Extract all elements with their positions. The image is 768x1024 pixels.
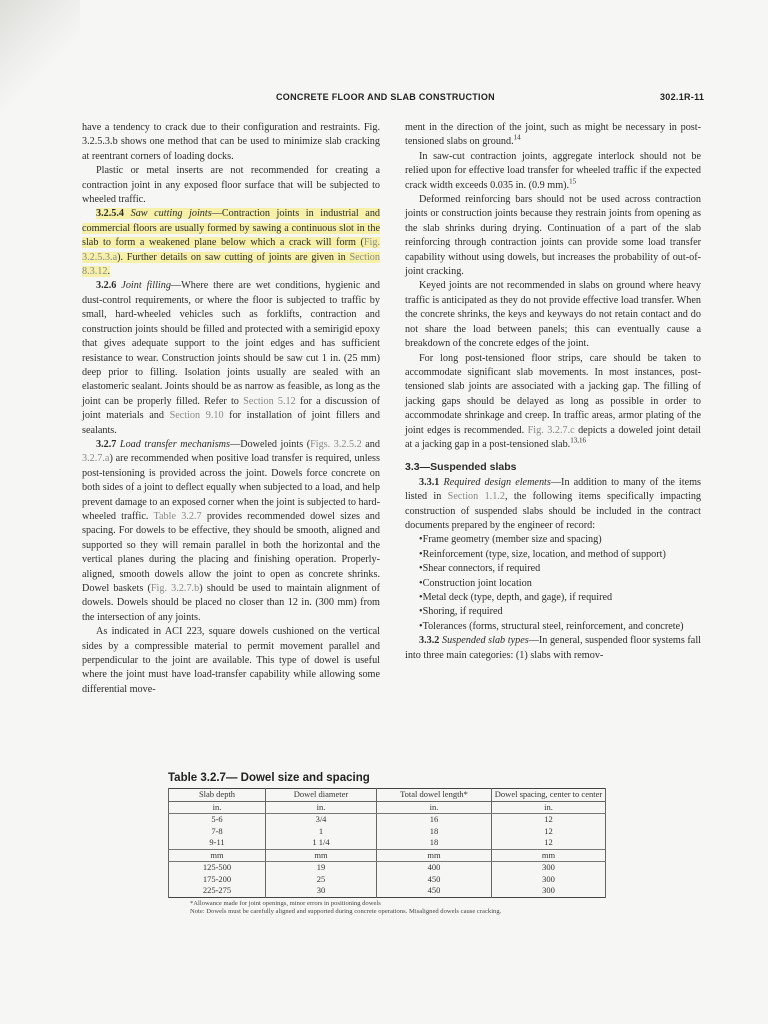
paragraph — [405, 476, 701, 534]
dowel-size-table — [168, 788, 606, 898]
table-notes — [190, 900, 618, 916]
section-number: 3.2.7 — [96, 438, 117, 450]
table-cell: 125-500 — [169, 862, 266, 874]
table-cell: in. — [492, 801, 606, 814]
table-cell: 1 — [266, 826, 377, 838]
table-note: Note: Dowels must be carefully aligned and supported during concrete operations. Misaligned dowels cause cracking. — [190, 907, 502, 915]
list-item: •Reinforcement (type, size, location, and method of support) — [419, 548, 666, 560]
table-cell: 3/4 — [266, 814, 377, 826]
list-item: •Tolerances (forms, structural steel, reinforcement, and concrete) — [419, 620, 684, 632]
table-cell: 450 — [377, 874, 492, 886]
section-number: 3.2.5.4 — [96, 208, 125, 220]
text-run: —In general, suspended floor systems fall into three main categories: (1) slabs with remov- — [405, 635, 701, 661]
table-cell: mm — [266, 849, 377, 862]
table-link[interactable]: Table 3.2.7 — [153, 510, 202, 522]
text-run: For long post-tensioned floor strips, care should be taken to accommodate significant slab movements. In most instances, post-tensioned slab joints are associated with a jacking gap. The filling of jacking gaps should be delayed as long as possible in order to accommodate shrinkage and creep. In traffic areas, armor plating of the joint edges is recommended. — [405, 352, 701, 436]
table-unit-row — [169, 801, 606, 814]
running-head — [0, 92, 768, 106]
text-run: In saw-cut contraction joints, aggregate interlock should not be relied upon for effective load transfer for wheeled traffic if the expected crack width exceeds 0.035 in. (0.9 mm). — [405, 150, 701, 191]
reference-superscript[interactable]: 13,16 — [570, 436, 586, 445]
paragraph: have a tendency to crack due to their configuration and restraints. Fig. 3.2.5.3.b shows one method that can be used to minimize slab cracking at reentrant corners of loading docks. — [82, 122, 380, 162]
paragraph: As indicated in ACI 223, square dowels cushioned on the vertical sides by a compressible material to permit movement parallel and perpendicular to the joint are available. This type of dowel is useful where the joint must have load-transfer capability while allowing some differential move- — [82, 626, 380, 695]
left-column — [82, 121, 380, 697]
table-cell: in. — [266, 801, 377, 814]
highlight — [82, 208, 380, 277]
section-title: Joint filling — [121, 280, 171, 292]
text-run: for a discussion of joint materials and — [82, 395, 380, 422]
table-cell: 9-11 — [169, 837, 266, 849]
text-run: for installation of joint fillers and sealants. — [82, 410, 380, 436]
table-cell: 7-8 — [169, 826, 266, 838]
table-cell: 450 — [377, 885, 492, 897]
column-header: Dowel diameter — [266, 789, 377, 802]
text-run: ) are recommended when positive load transfer is required, unless post-tensioning is provided across the joint. Dowels force concrete on both sides of a joint to deflect equally when subjected to a load, and help prevent damage to an exposed corner when the joint is subjected to hard-wheeled traffic. — [82, 453, 380, 522]
section-link[interactable]: Section 5.12 — [243, 395, 296, 407]
text-run: ). Further details on saw cutting of joints are given in — [117, 251, 350, 263]
table-footnote: *Allowance made for joint openings, minor errors in positioning dowels — [190, 899, 381, 907]
text-run: —In addition to many of the items listed in — [405, 476, 702, 503]
paragraph — [405, 150, 701, 193]
text-run: , the following items specifically impacting construction of suspended slabs should be included in the contract documents prepared by the engineer of record: — [405, 491, 702, 531]
table-unit-row — [169, 849, 606, 862]
running-head-title: CONCRETE FLOOR AND SLAB CONSTRUCTION — [276, 92, 495, 102]
bullet-list — [405, 533, 701, 634]
paragraph: Keyed joints are not recommended in slabs on ground where heavy traffic is anticipated as they do not provide effective load transfer. When the concrete shrinks, the keys and keyways do not retain contact and do not share the load between panels; this can eventually cause a breakdown of the concrete edges of the joint. — [405, 280, 701, 350]
figure-link[interactable]: 3.2.7.a — [82, 453, 110, 465]
table-row — [169, 826, 606, 838]
table-cell: 18 — [377, 837, 492, 849]
table-cell: 300 — [492, 874, 606, 886]
text-run: depicts a doweled joint detail at a jacking gap in a post-tensioned slab. — [405, 424, 701, 450]
section-link[interactable]: Section 8.3.12 — [82, 251, 380, 278]
section-link[interactable]: Section 9.10 — [169, 410, 224, 422]
paragraph — [82, 279, 380, 437]
reference-superscript[interactable]: 14 — [513, 134, 521, 143]
text-run: —Where there are wet conditions, hygienic and dust-control requirements, or where the floor is subjected to traffic by small, hard-wheeled vehicles such as forklifts, contraction and construction joints should be filled and protected with a semirigid epoxy that gives adequate support to the joint edges and has sufficient resistance to wear. Construction joints should be saw cut 1 in. (25 mm) deep prior to filling. Isolation joints usually are sealed with an elastomeric sealant. Joints should be as narrow as feasible, as long as the joint can be properly filled. Refer to — [82, 280, 381, 407]
table-cell: 300 — [492, 885, 606, 897]
table-cell: mm — [377, 849, 492, 862]
figure-link[interactable]: Fig. 3.2.5.3.a — [82, 237, 380, 263]
section-number: 3.3.2 — [419, 635, 440, 647]
column-header: Slab depth — [169, 789, 266, 802]
section-number: 3.2.6 — [96, 280, 117, 292]
dowel-table-block — [168, 772, 618, 916]
table-cell: 400 — [377, 862, 492, 874]
list-item: •Frame geometry (member size and spacing) — [419, 534, 602, 546]
right-column — [405, 121, 701, 663]
table-row — [169, 874, 606, 886]
paragraph: Plastic or metal inserts are not recommended for creating a contraction joint in any exposed floor surface that will be subjected to wheeled traffic. — [82, 165, 380, 206]
table-cell: 225-275 — [169, 885, 266, 897]
section-number: 3.3.1 — [419, 476, 440, 488]
paragraph — [82, 438, 380, 625]
list-item: •Construction joint location — [419, 577, 532, 589]
list-item: •Metal deck (type, depth, and gage), if required — [419, 592, 613, 603]
table-cell: 19 — [266, 862, 377, 874]
text-run: provides recommended dowel sizes and spacing. For dowels to be effective, they should be smooth, aligned and supported so they will remain parallel in both the horizontal and the vertical planes during the placing and finishing operation. Properly-aligned, smooth dowels allow the joint to open as concrete shrinks. Dowel baskets ( — [82, 510, 380, 594]
table-cell: 12 — [492, 837, 606, 849]
section-link[interactable]: Section 1.1.2 — [447, 491, 505, 503]
table-row — [169, 862, 606, 874]
paragraph — [405, 634, 701, 663]
table-cell: 1 1/4 — [266, 837, 377, 849]
list-item: •Shear connectors, if required — [419, 563, 541, 575]
table-cell: in. — [169, 801, 266, 814]
table-header-row — [169, 789, 606, 802]
table-cell: in. — [377, 801, 492, 814]
column-header: Total dowel length* — [377, 789, 492, 802]
table-row — [169, 814, 606, 826]
paragraph: Deformed reinforcing bars should not be used across contraction joints or construction joints because they restrain joints from opening as the slab shrinks during drying. Continuation of a part of the slab reinforcing through contraction joints can provide some load transfer capability without using dowels, but increases the probability of out-of-joint cracking. — [405, 194, 701, 278]
table-cell: 12 — [492, 826, 606, 838]
text-run: ) should be used to maintain alignment of dowels. Dowels should be placed no closer than 12 in. (300 mm) from the intersection of any joints. — [82, 583, 381, 623]
text-run: . — [107, 266, 111, 278]
paragraph — [405, 352, 701, 453]
table-cell: 16 — [377, 814, 492, 826]
table-cell: 300 — [492, 862, 606, 874]
table-cell: 175-200 — [169, 874, 266, 886]
page-number: 302.1R-11 — [660, 92, 705, 102]
figure-link[interactable]: Figs. 3.2.5.2 — [310, 438, 362, 450]
table-cell: 12 — [492, 814, 606, 826]
text-run: and — [361, 438, 380, 450]
figure-link[interactable]: Fig. 3.2.7.b — [150, 583, 200, 594]
table-row — [169, 885, 606, 897]
reference-superscript[interactable]: 15 — [569, 177, 577, 186]
section-heading: 3.3—Suspended slabs — [405, 461, 517, 474]
table-cell: mm — [169, 849, 266, 862]
table-cell: 25 — [266, 874, 377, 886]
list-item: •Shoring, if required — [419, 606, 503, 618]
section-title: Suspended slab types — [441, 635, 529, 647]
text-run: —Doweled joints ( — [230, 438, 311, 450]
section-title: Load transfer mechanisms — [119, 438, 231, 450]
section-title: Saw cutting joints — [130, 208, 212, 220]
table-cell: 5-6 — [169, 814, 266, 826]
text-run: —Contraction joints in industrial and commercial floors are usually formed by sawing a continuous slot in the slab to form a weakened plane below which a crack will form ( — [82, 208, 381, 249]
table-cell: 30 — [266, 885, 377, 897]
section-title: Required design elements — [443, 476, 551, 488]
table-title: Table 3.2.7— Dowel size and spacing — [168, 772, 370, 784]
table-row — [169, 837, 606, 849]
paragraph-highlighted — [82, 207, 380, 279]
figure-link[interactable]: Fig. 3.2.7.c — [527, 424, 575, 436]
column-header: Dowel spacing, center to center — [492, 789, 606, 802]
table-cell: mm — [492, 849, 606, 862]
table-cell: 18 — [377, 826, 492, 838]
paragraph — [405, 121, 701, 150]
text-run: ment in the direction of the joint, such as might be necessary in post-tensioned slabs on ground. — [405, 122, 701, 148]
